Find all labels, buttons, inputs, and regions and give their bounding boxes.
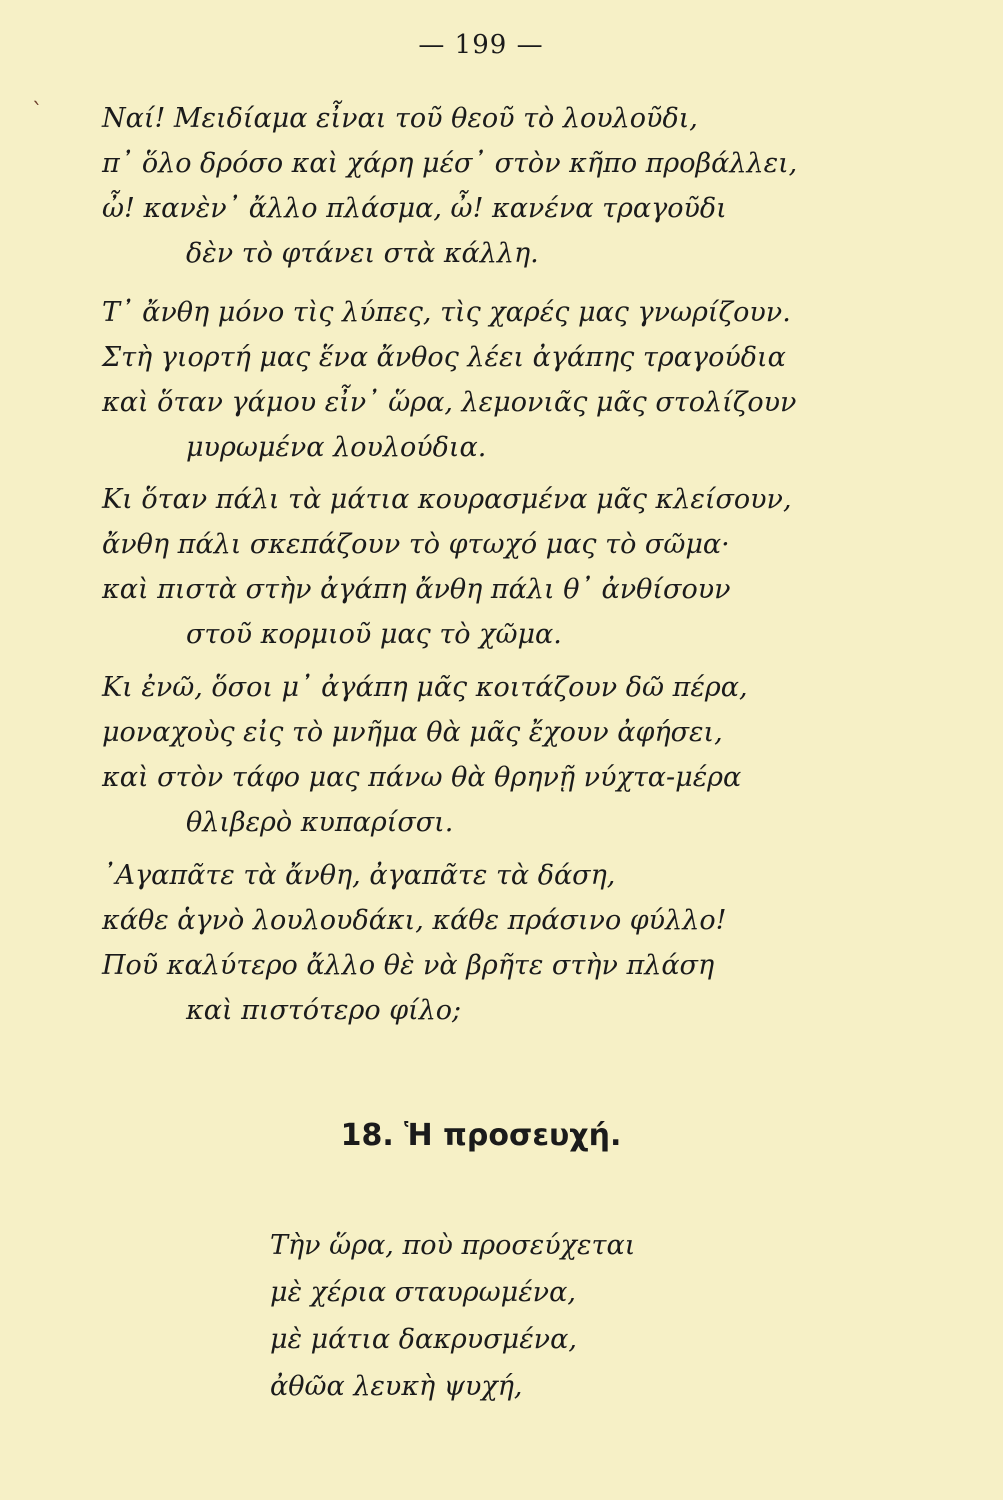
poem-line: δὲν τὸ φτάνει στὰ κάλλη. xyxy=(186,238,539,269)
stanza-3 xyxy=(102,477,792,657)
poem-line: Ναί! Μειδίαμα εἶναι τοῦ θεοῦ τὸ λουλοῦδι, xyxy=(102,103,698,134)
stanza-5 xyxy=(102,853,726,1033)
poem-line: Ποῦ καλύτερο ἄλλο θὲ νὰ βρῆτε στὴν πλάση xyxy=(102,950,715,981)
poem-line: στοῦ κορμιοῦ μας τὸ χῶμα. xyxy=(186,619,562,650)
margin-mark: ` xyxy=(32,100,43,125)
poem-line: ᾿Αγαπᾶτε τὰ ἄνθη, ἀγαπᾶτε τὰ δάση, xyxy=(102,860,616,891)
poem-line: Κι ὅταν πάλι τὰ μάτια κουρασμένα μᾶς κλείσουν, xyxy=(102,484,792,515)
stanza-4 xyxy=(102,665,748,845)
poem-line: π᾿ ὅλο δρόσο καὶ χάρη μέσ᾿ στὸν κῆπο προβάλλει, xyxy=(102,148,798,179)
poem-line: καὶ πιστότερο φίλο; xyxy=(186,995,462,1026)
poem-line: μὲ μάτια δακρυσμένα, xyxy=(270,1324,577,1355)
poem-line: ἄνθη πάλι σκεπάζουν τὸ φτωχό μας τὸ σῶμα· xyxy=(102,529,730,560)
prayer-stanza xyxy=(270,1222,635,1410)
poem-line: μὲ χέρια σταυρωμένα, xyxy=(270,1277,576,1308)
poem-line: καὶ ὅταν γάμου εἶν᾿ ὥρα, λεμονιᾶς μᾶς στολίζουν xyxy=(102,387,797,418)
poem-line: ἀθῶα λευκὴ ψυχή, xyxy=(270,1371,523,1402)
poem-line: θλιβερὸ κυπαρίσσι. xyxy=(186,807,454,838)
poem-line: μοναχοὺς εἰς τὸ μνῆμα θὰ μᾶς ἔχουν ἀφήσει, xyxy=(102,717,723,748)
poem-line: Κι ἐνῶ, ὅσοι μ᾿ ἀγάπη μᾶς κοιτάζουν δῶ πέρα, xyxy=(102,672,748,703)
poem-line: καὶ πιστὰ στὴν ἀγάπη ἄνθη πάλι θ᾿ ἀνθίσουν xyxy=(102,574,731,605)
poem-line: Τὴν ὥρα, ποὺ προσεύχεται xyxy=(270,1230,636,1261)
poem-line: κάθε ἁγνὸ λουλουδάκι, κάθε πράσινο φύλλο! xyxy=(102,905,727,936)
poem-line: Στὴ γιορτή μας ἕνα ἄνθος λέει ἀγάπης τραγούδια xyxy=(102,342,786,373)
stanza-1 xyxy=(102,96,797,276)
page-number: — 199 — xyxy=(418,30,544,60)
poem-line: Τ᾿ ἄνθη μόνο τὶς λύπες, τὶς χαρές μας γνωρίζουν. xyxy=(102,297,791,328)
poem-line: καὶ στὸν τάφο μας πάνω θὰ θρηνῇ νύχτα-μέρα xyxy=(102,762,742,793)
section-heading: 18. Ἡ προσευχή. xyxy=(340,1118,622,1153)
poem-line: ὦ! κανὲν᾿ ἄλλο πλάσμα, ὦ! κανένα τραγοῦδι xyxy=(102,193,727,224)
poem-line: μυρωμένα λουλούδια. xyxy=(186,432,487,463)
stanza-2 xyxy=(102,290,796,470)
